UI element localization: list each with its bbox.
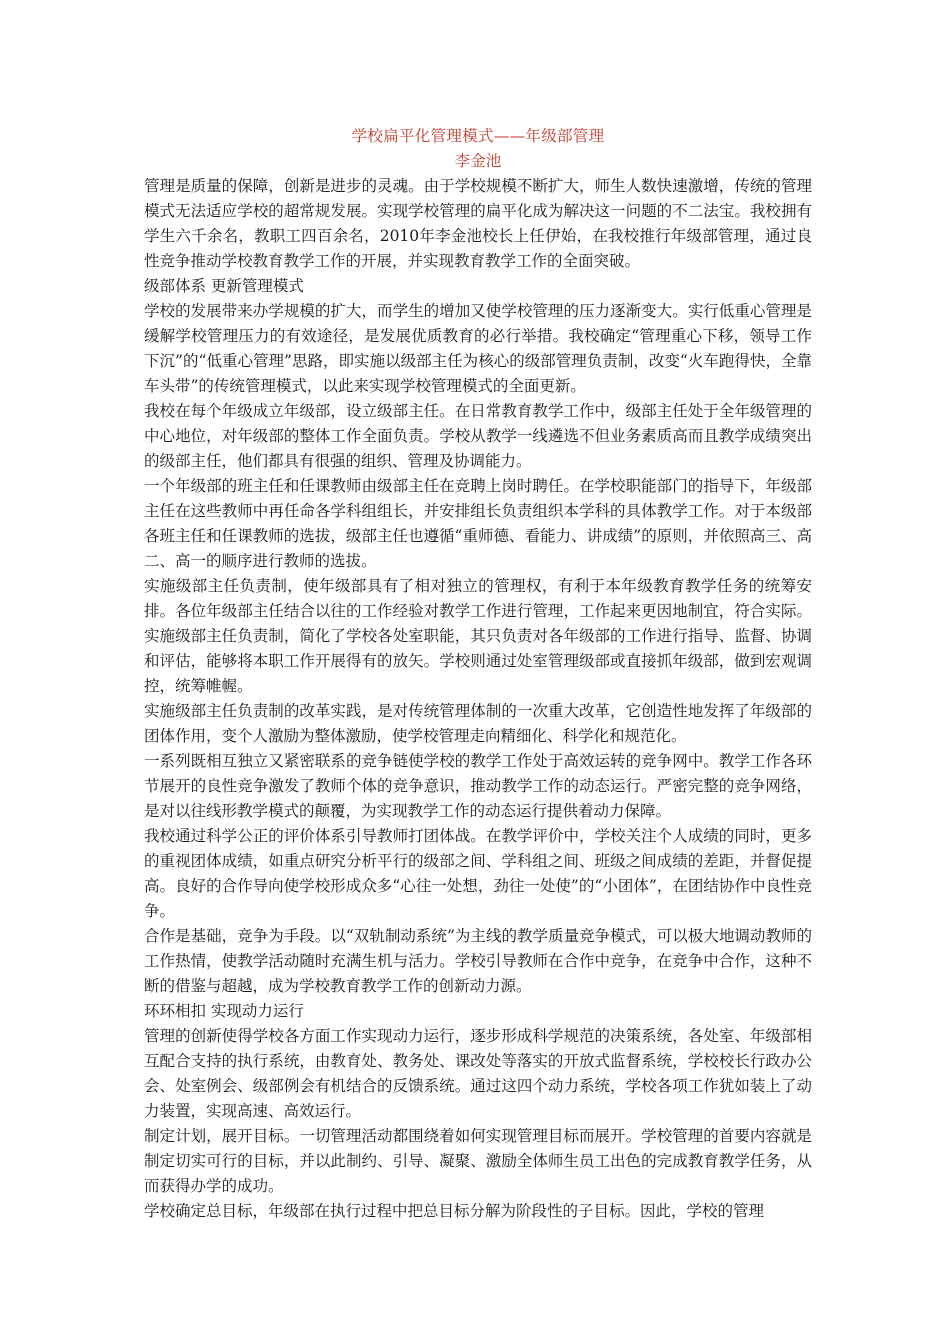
section-heading-1: 级部体系 更新管理模式 bbox=[144, 277, 304, 295]
paragraph: 我校在每个年级成立年级部，设立级部主任。在日常教育教学工作中，级部主任处于全年级管理的中心地位，对年级部的整体工作全面负责。学校从教学一线遴选不但业务素质高而且教学成绩突出的级部主任，他们都具有很强的组织、管理及协调能力。 bbox=[144, 402, 812, 470]
paragraph: 管理的创新使得学校各方面工作实现动力运行，逐步形成科学规范的决策系统，各处室、年级部相互配合支持的执行系统，由教育处、教务处、课改处等落实的开放式监督系统，学校校长行政办公会、处室例会、级部例会有机结合的反馈系统。通过这四个动力系统，学校各项工作犹如装上了动力装置，实现高速、高效运行。 bbox=[144, 1027, 812, 1120]
paragraph: 学校的发展带来办学规模的扩大，而学生的增加又使学校管理的压力逐渐变大。实行低重心管理是缓解学校管理压力的有效途径，是发展优质教育的必行举措。我校确定“管理重心下移，领导工作下沉”的“低重心管理”思路，即实施以级部主任为核心的级部管理负责制，改变“火车跑得快，全靠车头带”的传统管理模式，以此来实现学校管理模式的全面更新。 bbox=[144, 302, 812, 395]
paragraph: 制定计划，展开目标。一切管理活动都围绕着如何实现管理目标而展开。学校管理的首要内容就是制定切实可行的目标，并以此制约、引导、凝聚、激励全体师生员工出色的完成教育教学任务，从而获得办学的成功。 bbox=[144, 1127, 812, 1195]
section-heading-2: 环环相扣 实现动力运行 bbox=[144, 1002, 304, 1020]
paragraph: 一个年级部的班主任和任课教师由级部主任在竞聘上岗时聘任。在学校职能部门的指导下，年级部主任在这些教师中再任命各学科组组长，并安排组长负责组织本学科的具体教学工作。对于本级部各班主任和任课教师的选拔，级部主任也遵循“重师德、看能力、讲成绩”的原则，并依照高三、高二、高一的顺序进行教师的选拔。 bbox=[144, 477, 812, 570]
document-title: 学校扁平化管理模式——年级部管理 bbox=[351, 127, 605, 145]
paragraph-truncated: 学校确定总目标，年级部在执行过程中把总目标分解为阶段性的子目标。因此，学校的管理 bbox=[144, 1202, 765, 1220]
paragraph: 一系列既相互独立又紧密联系的竞争链使学校的教学工作处于高效运转的竞争网中。教学工作各环节展开的良性竞争激发了教师个体的竞争意识，推动教学工作的动态运行。严密完整的竞争网络，是对以往线形教学模式的颠覆，为实现教学工作的动态运行提供着动力保障。 bbox=[144, 752, 812, 820]
document-author: 李金池 bbox=[454, 152, 502, 170]
paragraph: 实施级部主任负责制，使年级部具有了相对独立的管理权，有利于本年级教育教学任务的统筹安排。各位年级部主任结合以往的工作经验对教学工作进行管理，工作起来更因地制宜，符合实际。实施级部主任负责制，简化了学校各处室职能，其只负责对各年级部的工作进行指导、监督、协调和评估，能够将本职工作开展得有的放矢。学校则通过处室管理级部或直接抓年级部，做到宏观调控，统筹帷幄。 bbox=[144, 577, 812, 695]
paragraph: 我校通过科学公正的评价体系引导教师打团体战。在教学评价中，学校关注个人成绩的同时，更多的重视团体成绩，如重点研究分析平行的级部之间、学科组之间、班级之间成绩的差距，并督促提高。良好的合作导向使学校形成众多“心往一处想，劲往一处使”的“小团体”，在团结协作中良性竞争。 bbox=[144, 827, 812, 920]
document-body bbox=[144, 124, 812, 1224]
paragraph: 实施级部主任负责制的改革实践，是对传统管理体制的一次重大改革，它创造性地发挥了年级部的团体作用，变个人激励为整体激励，使学校管理走向精细化、科学化和规范化。 bbox=[144, 702, 812, 745]
paragraph: 合作是基础，竞争为手段。以“双轨制动系统”为主线的教学质量竞争模式，可以极大地调动教师的工作热情，使教学活动随时充满生机与活力。学校引导教师在合作中竞争，在竞争中合作，这种不断的借鉴与超越，成为学校教育教学工作的创新动力源。 bbox=[144, 927, 812, 995]
paragraph-intro: 管理是质量的保障，创新是进步的灵魂。由于学校规模不断扩大，师生人数快速激增，传统的管理模式无法适应学校的超常规发展。实现学校管理的扁平化成为解决这一问题的不二法宝。我校拥有学生六千余名，教职工四百余名，2010年李金池校长上任伊始，在我校推行年级部管理，通过良性竞争推动学校教育教学工作的开展，并实现教育教学工作的全面突破。 bbox=[144, 177, 812, 270]
